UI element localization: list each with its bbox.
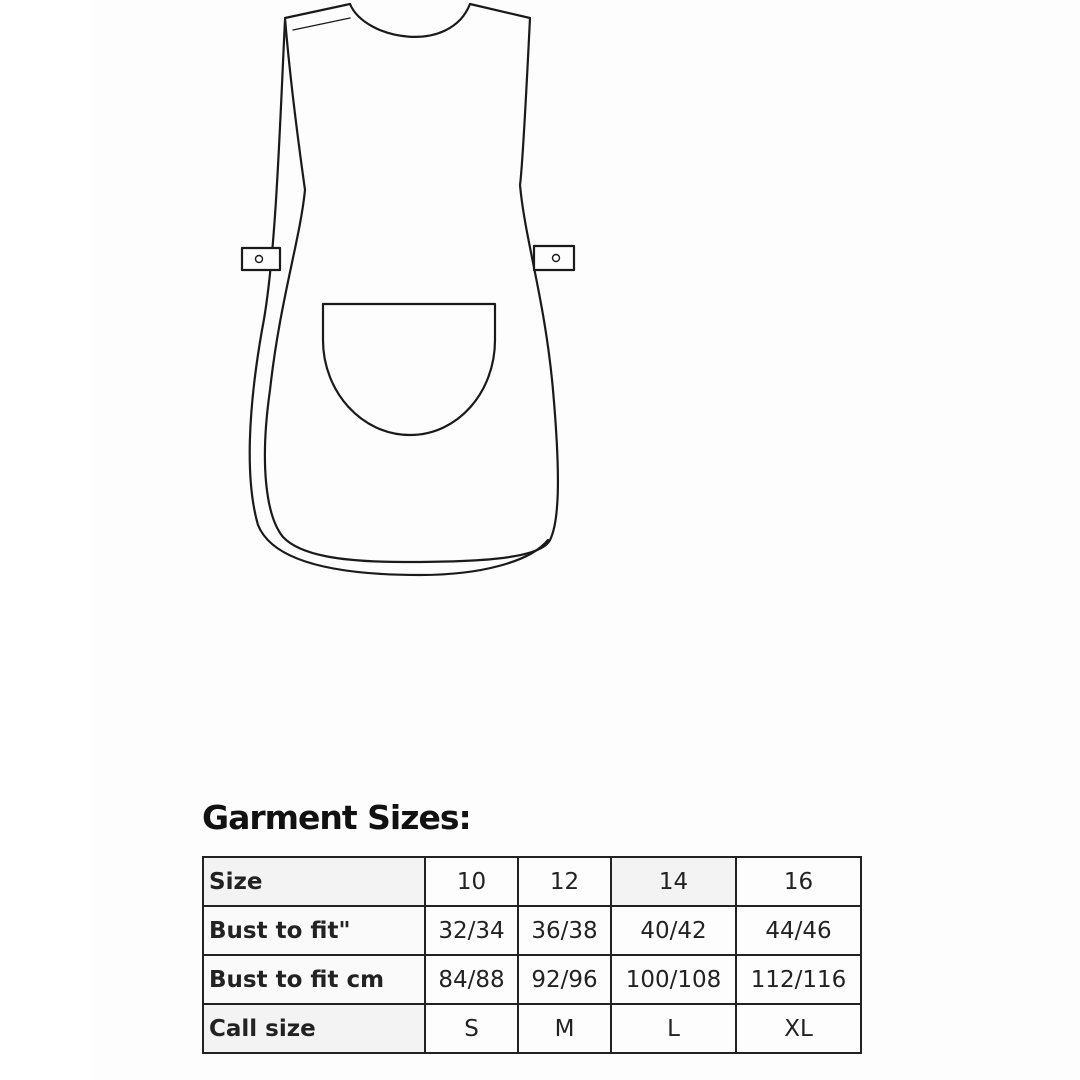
table-cell: 12: [518, 857, 611, 906]
table-cell: 14: [611, 857, 736, 906]
left-side-strap: [242, 248, 280, 270]
table-cell: 16: [736, 857, 861, 906]
table-row-bust-cm: [203, 955, 861, 1004]
garment-sizes-heading: Garment Sizes:: [202, 798, 471, 837]
table-row-call-size: [203, 1004, 861, 1053]
table-cell: L: [611, 1004, 736, 1053]
table-cell: S: [425, 1004, 518, 1053]
table-cell: 44/46: [736, 906, 861, 955]
table-cell: 92/96: [518, 955, 611, 1004]
row-label: Size: [203, 857, 425, 906]
table-cell: 32/34: [425, 906, 518, 955]
row-label: Bust to fit cm: [203, 955, 425, 1004]
table-row-size: [203, 857, 861, 906]
tabard-front-outline: [265, 4, 558, 562]
size-chart-table: [202, 856, 862, 1054]
table-cell: M: [518, 1004, 611, 1053]
table-cell: XL: [736, 1004, 861, 1053]
table-cell: 40/42: [611, 906, 736, 955]
row-label: Bust to fit": [203, 906, 425, 955]
table-cell: 84/88: [425, 955, 518, 1004]
table-cell: 10: [425, 857, 518, 906]
table-cell: 100/108: [611, 955, 736, 1004]
right-side-strap: [534, 246, 574, 270]
front-pocket: [323, 304, 495, 435]
table-cell: 36/38: [518, 906, 611, 955]
table-cell: 112/116: [736, 955, 861, 1004]
table-row-bust-inches: [203, 906, 861, 955]
row-label: Call size: [203, 1004, 425, 1053]
